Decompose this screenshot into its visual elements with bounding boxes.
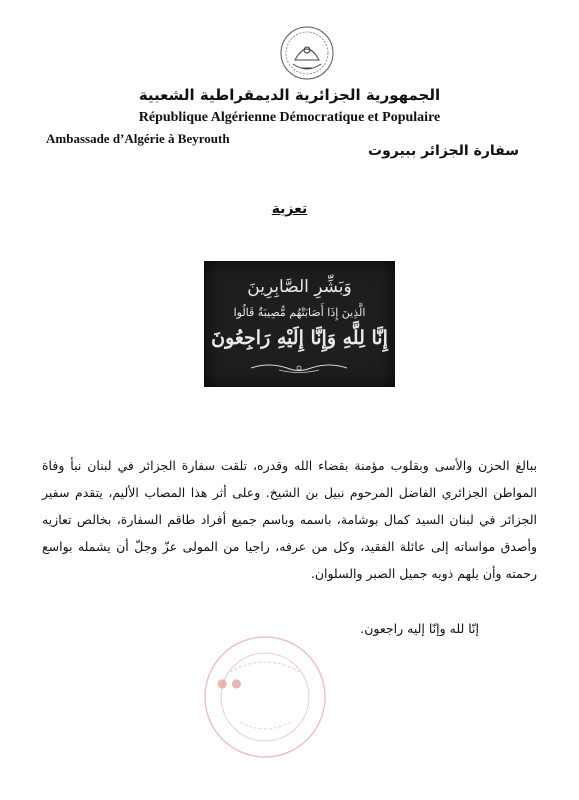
national-emblem-seal	[279, 24, 335, 82]
embassy-name-arabic: سفارة الجزائر ببيروت	[368, 143, 519, 159]
ornament-flourish-icon	[249, 361, 349, 375]
banner-line-2: الَّذِينَ إِذَا أَصَابَتْهُم مُّصِيبَةٌ قَالُوا	[233, 306, 366, 319]
banner-line-3: إِنَّا لِلَّهِ وَإِنَّا إِلَيْهِ رَاجِعُونَ	[211, 327, 388, 349]
republic-name-arabic: الجمهورية الجزائرية الديمقراطية الشعبية	[138, 86, 441, 104]
banner-line-1: وَبَشِّرِ الصَّابِرِينَ	[247, 277, 352, 297]
embassy-name-french: Ambassade d’Algérie à Beyrouth	[46, 131, 230, 146]
embassy-stamp	[200, 632, 330, 762]
closing-phrase: إنّا لله وإنّا إليه راجعون.	[360, 621, 479, 636]
document-title-text: تعزية	[271, 201, 308, 217]
document-title	[0, 201, 579, 217]
condolence-body: ببالغ الحزن والأسى وبقلوب مؤمنة بقضاء الله وقدره، تلقت سفارة الجزائر في لبنان نبأ وفاة المواطن الجزائري الفاضل المرحوم نبيل بن الشيخ. وعلى أثر هذا المصاب الأليم، يتقدم سفير الجزائر في لبنان السيد كمال بوشامة، باسمه وباسم جميع أفراد طاقم السفارة، بخالص تعازيه وأصدق مواساته إلى عائلة الفقيد، وكل من عرفه، راجيا من المولى عزّ وجلّ أن يشمله بواسع رحمته وأن يلهم ذويه جميل الصبر والسلوان.	[42, 458, 537, 581]
quran-verse-banner	[204, 261, 395, 387]
republic-name-french: République Algérienne Démocratique et Populaire	[138, 110, 441, 125]
stamp-mark-icon: ● ●	[217, 676, 242, 690]
